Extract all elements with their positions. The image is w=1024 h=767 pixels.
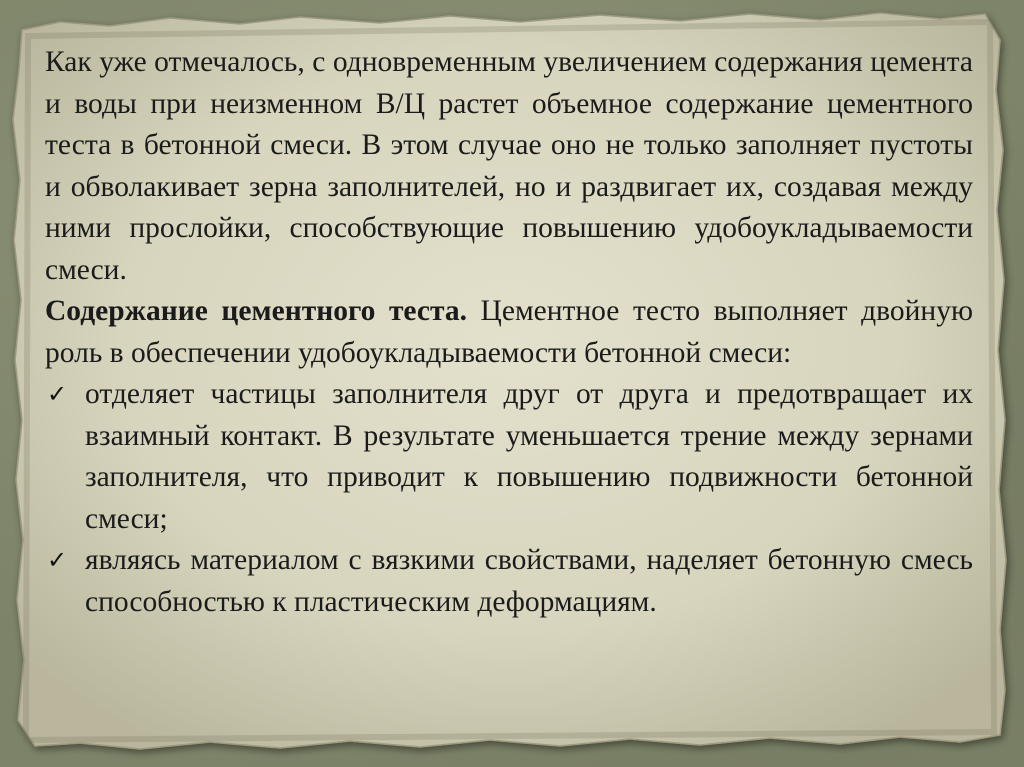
- slide-text: [45, 42, 973, 623]
- bullet-item-2: [45, 540, 973, 623]
- intro-paragraph: Как уже отмечалось, с одновременным увеличением содержания цемента и воды при неизменном В/Ц растет объемное содержание цементного теста в бетонной смеси. В этом случае оно не только заполняет пустоты и обволакивает зерна заполнителей, но и раздвигает их, создавая между ними прослойки, способствующие повышению удобоукладываемости смеси.: [45, 46, 973, 286]
- bullet-text-1: отделяет частицы заполнителя друг от друга и предотвращает их взаимный контакт. В результате уменьшается трение между зернами заполнителя, что приводит к повышению подвижности бетонной смеси;: [85, 378, 973, 535]
- checkmark-icon: ✓: [47, 380, 68, 408]
- section-paragraph: [45, 291, 973, 374]
- section-text: Цементное тесто выполняет двойную роль в обеспечении удобоукладываемости бетонной смеси:: [45, 295, 973, 369]
- bullet-item-1: [45, 374, 973, 540]
- checkmark-icon: ✓: [47, 546, 68, 574]
- bullet-text-2: являясь материалом с вязкими свойствами, наделяет бетонную смесь способностью к пластическим деформациям.: [85, 544, 973, 618]
- section-heading: Содержание цементного теста.: [45, 295, 467, 327]
